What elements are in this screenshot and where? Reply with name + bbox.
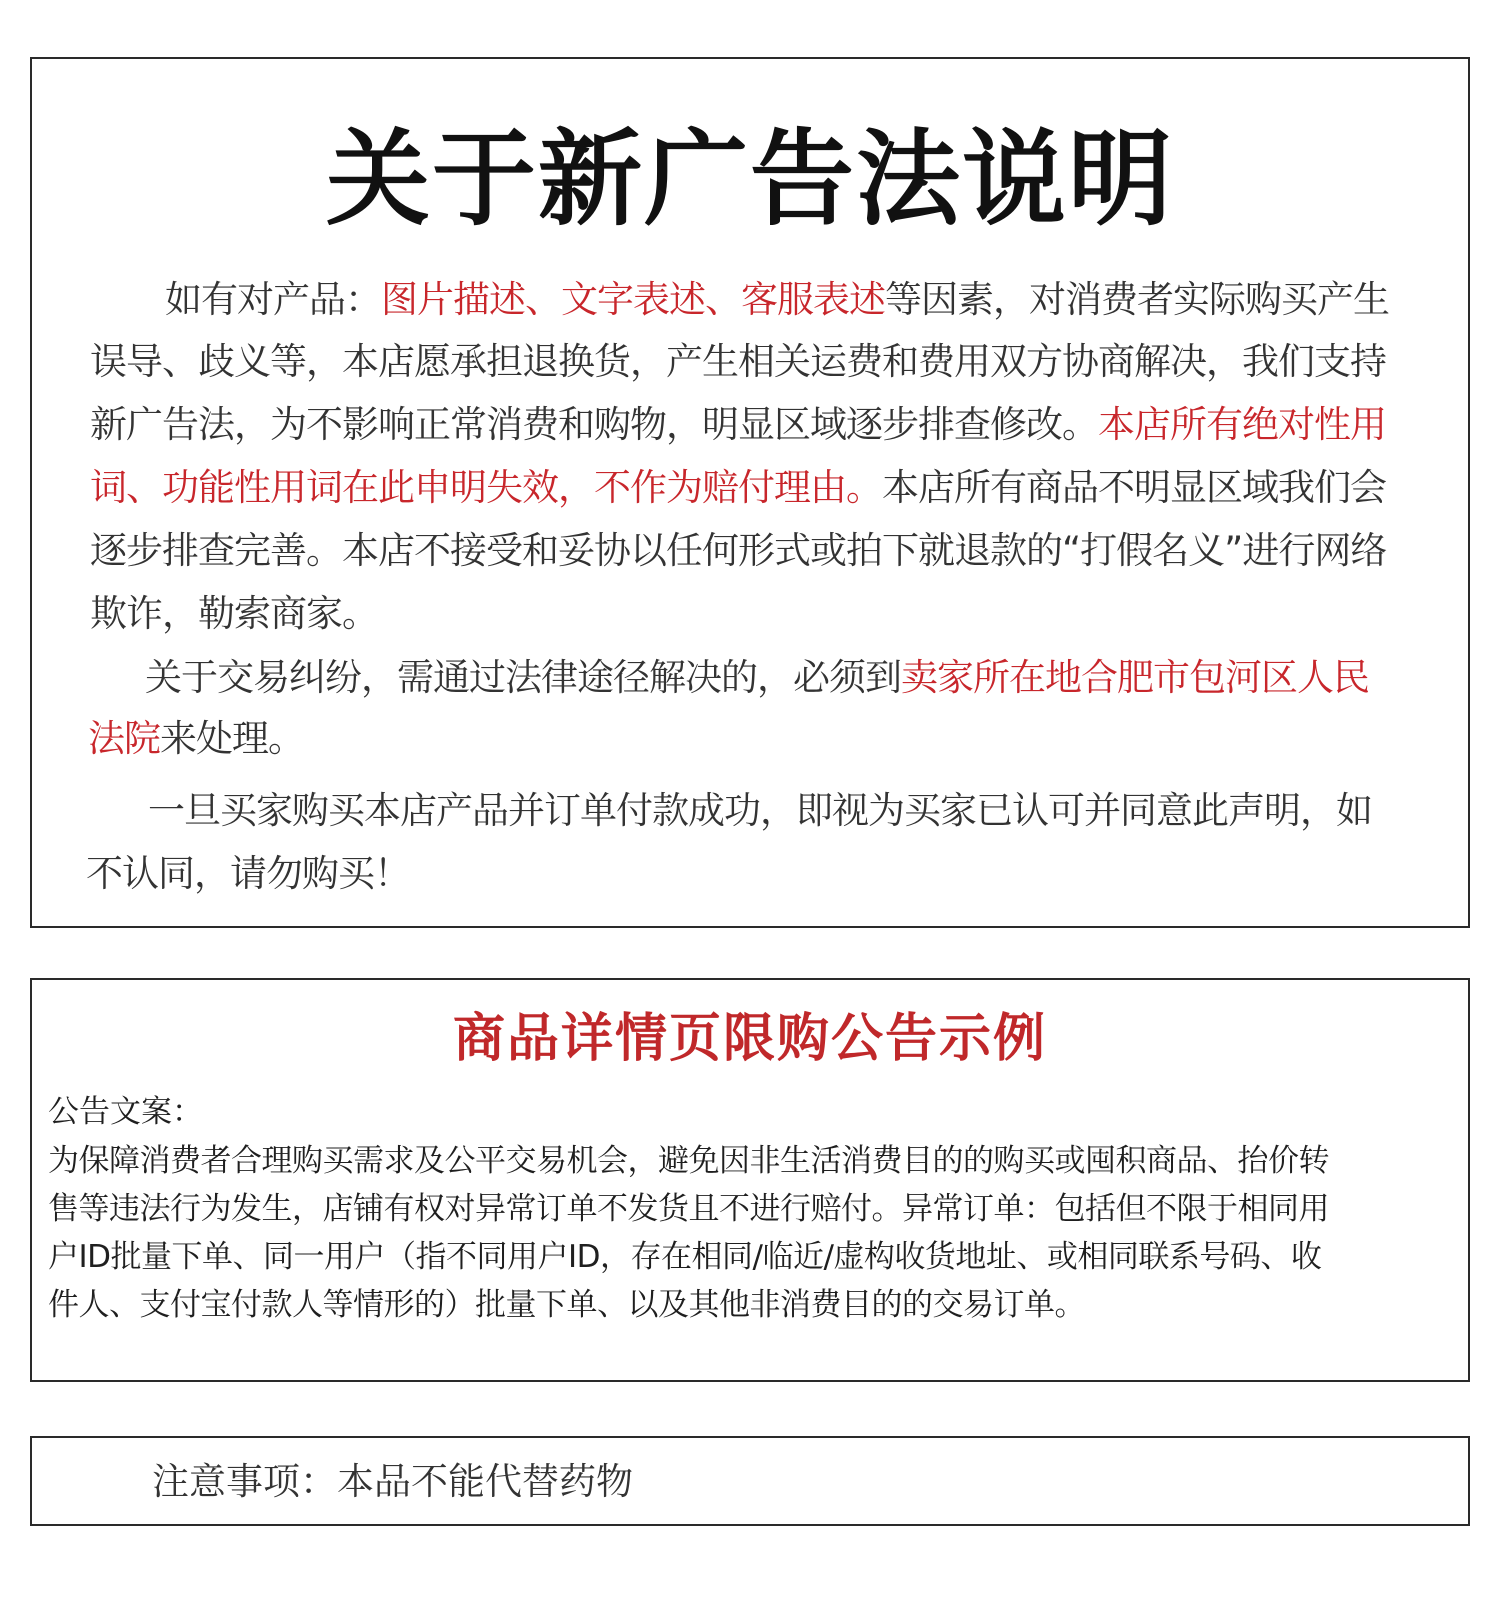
notice-line-1 <box>165 278 1389 321</box>
announcement-line: 户ID批量下单、同一用户（指不同用户ID，存在相同/临近/虚构收货地址、或相同联系号码、收 <box>48 1239 1322 1275</box>
notice-highlight: 图片描述、文字表述、客服表述 <box>381 278 885 321</box>
notice-line-5: 逐步排查完善。本店不接受和妥协以任何形式或拍下就退款的“打假名义”进行网络 <box>90 529 1387 572</box>
ad-law-title: 关于新广告法说明 <box>325 118 1174 240</box>
notice-highlight: 词、功能性用词在此申明失效，不作为赔付理由。 <box>90 466 882 509</box>
dispute-highlight: 卖家所在地合肥市包河区人民 <box>901 656 1369 699</box>
dispute-text: 关于交易纠纷，需通过法律途径解决的，必须到 <box>145 656 901 699</box>
notice-text: 新广告法，为不影响正常消费和购物，明显区域逐步排查修改。 <box>90 403 1098 446</box>
consent-line-1: 一旦买家购买本店产品并订单付款成功，即视为买家已认可并同意此声明，如 <box>148 789 1372 832</box>
purchase-limit-title: 商品详情页限购公告示例 <box>452 1009 1047 1069</box>
dispute-line-2 <box>88 717 304 760</box>
note-text: 注意事项：本品不能代替药物 <box>152 1460 633 1503</box>
announcement-line: 售等违法行为发生，店铺有权对异常订单不发货且不进行赔付。异常订单：包括但不限于相同用 <box>48 1191 1329 1227</box>
notice-highlight: 本店所有绝对性用 <box>1098 403 1386 446</box>
notice-line-3 <box>90 403 1386 446</box>
dispute-line-1 <box>145 656 1369 699</box>
announcement-label: 公告文案： <box>48 1094 203 1130</box>
announcement-line: 件人、支付宝付款人等情形的）批量下单、以及其他非消费目的的交易订单。 <box>48 1287 1085 1323</box>
announcement-line: 为保障消费者合理购买需求及公平交易机会，避免因非生活消费目的的购买或囤积商品、抬价转 <box>48 1143 1329 1179</box>
dispute-text: 来处理。 <box>160 717 304 760</box>
purchase-limit-box <box>30 978 1470 1382</box>
notice-text: 本店所有商品不明显区域我们会 <box>882 466 1386 509</box>
notice-text: 等因素，对消费者实际购买产生 <box>885 278 1389 321</box>
notice-line-2: 误导、歧义等，本店愿承担退换货，产生相关运费和费用双方协商解决，我们支持 <box>90 340 1386 383</box>
note-box <box>30 1436 1470 1526</box>
consent-line-2: 不认同，请勿购买！ <box>86 852 410 895</box>
notice-line-4 <box>90 466 1386 509</box>
notice-line-6: 欺诈，勒索商家。 <box>90 592 378 635</box>
notice-text: 如有对产品： <box>165 278 381 321</box>
dispute-highlight: 法院 <box>88 717 160 760</box>
ad-law-notice-box <box>30 57 1470 928</box>
